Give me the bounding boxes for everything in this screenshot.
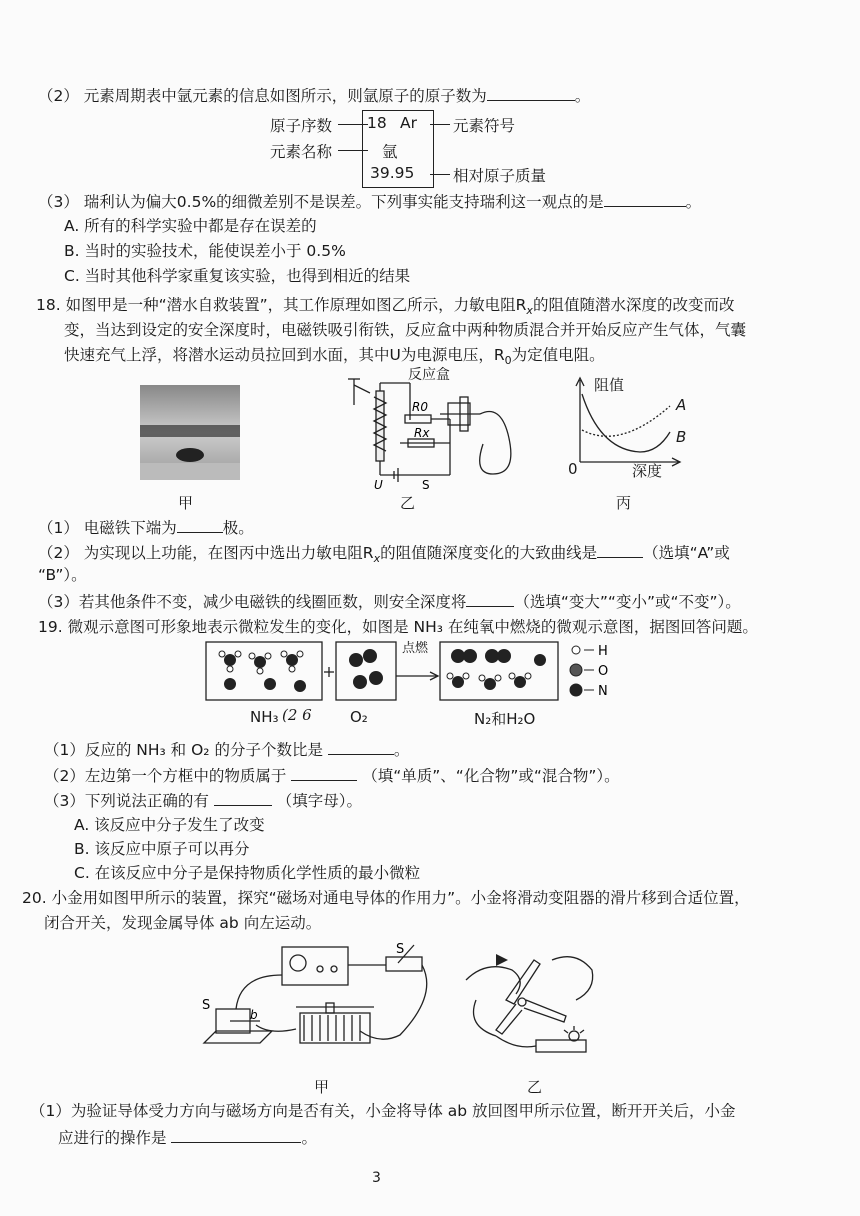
answer-blank[interactable] <box>214 789 272 806</box>
fig-label-yi-q20: 乙 <box>527 1078 543 1096</box>
q20-part1-line1: （1）为验证导体受力方向与磁场方向是否有关，小金将导体 ab 放回图甲所示位置，断开开关后，小金 <box>30 1102 736 1120</box>
q17-part3: （3） 瑞利认为偏大0.5%的细微差别不是误差。下列事实能支持瑞利这一观点的是 。 <box>38 190 701 213</box>
q18-stem-line2: 变，当达到设定的安全深度时，电磁铁吸引衔铁，反应盒中两种物质混合并开始反应产生气体，气囊 <box>64 321 747 339</box>
magnet-s-label: S <box>202 998 211 1013</box>
legend-o: O <box>598 664 609 679</box>
label-products: N₂和H₂O <box>474 710 536 728</box>
answer-blank[interactable] <box>177 516 223 533</box>
fig-label-jia-q20: 甲 <box>314 1078 330 1096</box>
diving-device-photo <box>140 385 240 480</box>
q17-option-b: B. 当时的实验技术，能使误差小于 0.5% <box>64 242 346 260</box>
graph-curve-b-label: B <box>676 428 687 446</box>
q17-option-a: A. 所有的科学实验中都是存在误差的 <box>64 217 317 235</box>
label-rx: Rx <box>414 426 430 440</box>
q18-stem-line3: 快速充气上浮，将潜水运动员拉回到水面，其中U为电源电压，$R_0$为定值电阻。 <box>64 346 605 368</box>
curve-a <box>582 406 670 436</box>
fig-label-yi: 乙 <box>400 494 416 512</box>
label-s: S <box>422 478 430 490</box>
legend-h: H <box>598 644 608 659</box>
handwritten-note: (2 6 <box>282 706 312 724</box>
label-u: U <box>374 478 383 490</box>
atom-legend <box>570 644 608 699</box>
q17-part2: （2） 元素周期表中氩元素的信息如图所示，则氩原子的原子数为 。 <box>38 84 590 107</box>
experiment-apparatus-yi <box>456 940 606 1060</box>
conductor-b-label: b <box>250 1008 258 1022</box>
reaction-box-label: 反应盒 <box>408 367 450 383</box>
experiment-apparatus-jia <box>200 935 440 1065</box>
argon-element-card: 原子序数 元素名称 18 Ar 氩 39.95 元素符号 相对原子质量 <box>270 110 570 188</box>
q17-option-c: C. 当时其他科学家重复该实验，也得到相近的结果 <box>64 267 411 285</box>
graph-ylabel: 阻值 <box>594 376 625 394</box>
answer-blank[interactable] <box>291 764 357 781</box>
page-number: 3 <box>372 1170 381 1186</box>
graph-xlabel: 深度 <box>632 462 663 480</box>
q19-part3: （3）下列说法正确的有 （填字母）。 <box>44 789 362 812</box>
q20-stem-line2: 闭合开关，发现金属导体 ab 向左运动。 <box>44 914 322 932</box>
answer-blank[interactable] <box>604 190 686 207</box>
q20-stem-line1: 20. 小金用如图甲所示的装置，探究“磁场对通电导体的作用力”。小金将滑动变阻器的滑片移到合适位置， <box>22 889 750 907</box>
q20-part1-line2: 应进行的操作是 。 <box>58 1126 317 1149</box>
answer-blank[interactable] <box>171 1126 301 1143</box>
label-nh3: NH₃ <box>250 708 279 726</box>
q19-part2: （2）左边第一个方框中的物质属于 （填“单质”、“化合物”或“混合物”）。 <box>44 764 620 787</box>
q19-option-b: B. 该反应中原子可以再分 <box>74 840 250 858</box>
q18-part2: （2） 为实现以上功能，在图丙中选出力敏电阻$R_x$的阻值随深度变化的大致曲线是 （选填“A”或 <box>38 541 730 570</box>
reaction-micro-diagram <box>200 638 680 704</box>
answer-blank[interactable] <box>466 590 514 607</box>
graph-curve-a-label: A <box>676 396 687 414</box>
fig-label-bing: 丙 <box>616 494 632 512</box>
graph-origin: 0 <box>568 460 578 478</box>
ignite-label: 点燃 <box>402 641 429 656</box>
answer-blank[interactable] <box>487 84 575 101</box>
q19-stem: 19. 微观示意图可形象地表示微粒发生的变化，如图是 NH₃ 在纯氧中燃烧的微观示意图，据图回答问题。 <box>38 618 758 636</box>
legend-n: N <box>598 684 608 699</box>
fig-label-jia: 甲 <box>178 494 194 512</box>
label-r0: R0 <box>412 400 428 414</box>
q19-option-a: A. 该反应中分子发生了改变 <box>74 816 265 834</box>
q18-part3: （3）若其他条件不变，减少电磁铁的线圈匝数，则安全深度将 （选填“变大”“变小”或“不变”）。 <box>38 590 741 613</box>
answer-blank[interactable] <box>328 738 394 755</box>
label-o2: O₂ <box>350 708 368 726</box>
resistance-depth-graph <box>560 372 690 482</box>
q19-option-c: C. 在该反应中分子是保持物质化学性质的最小微粒 <box>74 864 421 882</box>
curve-b <box>582 394 670 452</box>
q18-stem-line1: 18. 如图甲是一种“潜水自救装置”，其工作原理如图乙所示，力敏电阻$R_x$的阻值随潜水深度的改变而改 <box>36 296 735 318</box>
switch-s-label: S <box>396 942 405 957</box>
q18-part2-line2: “B”）。 <box>38 566 87 584</box>
q19-part1: （1）反应的 NH₃ 和 O₂ 的分子个数比是 。 <box>44 738 409 761</box>
answer-blank[interactable] <box>597 541 643 558</box>
q18-part1: （1） 电磁铁下端为 极。 <box>38 516 254 539</box>
